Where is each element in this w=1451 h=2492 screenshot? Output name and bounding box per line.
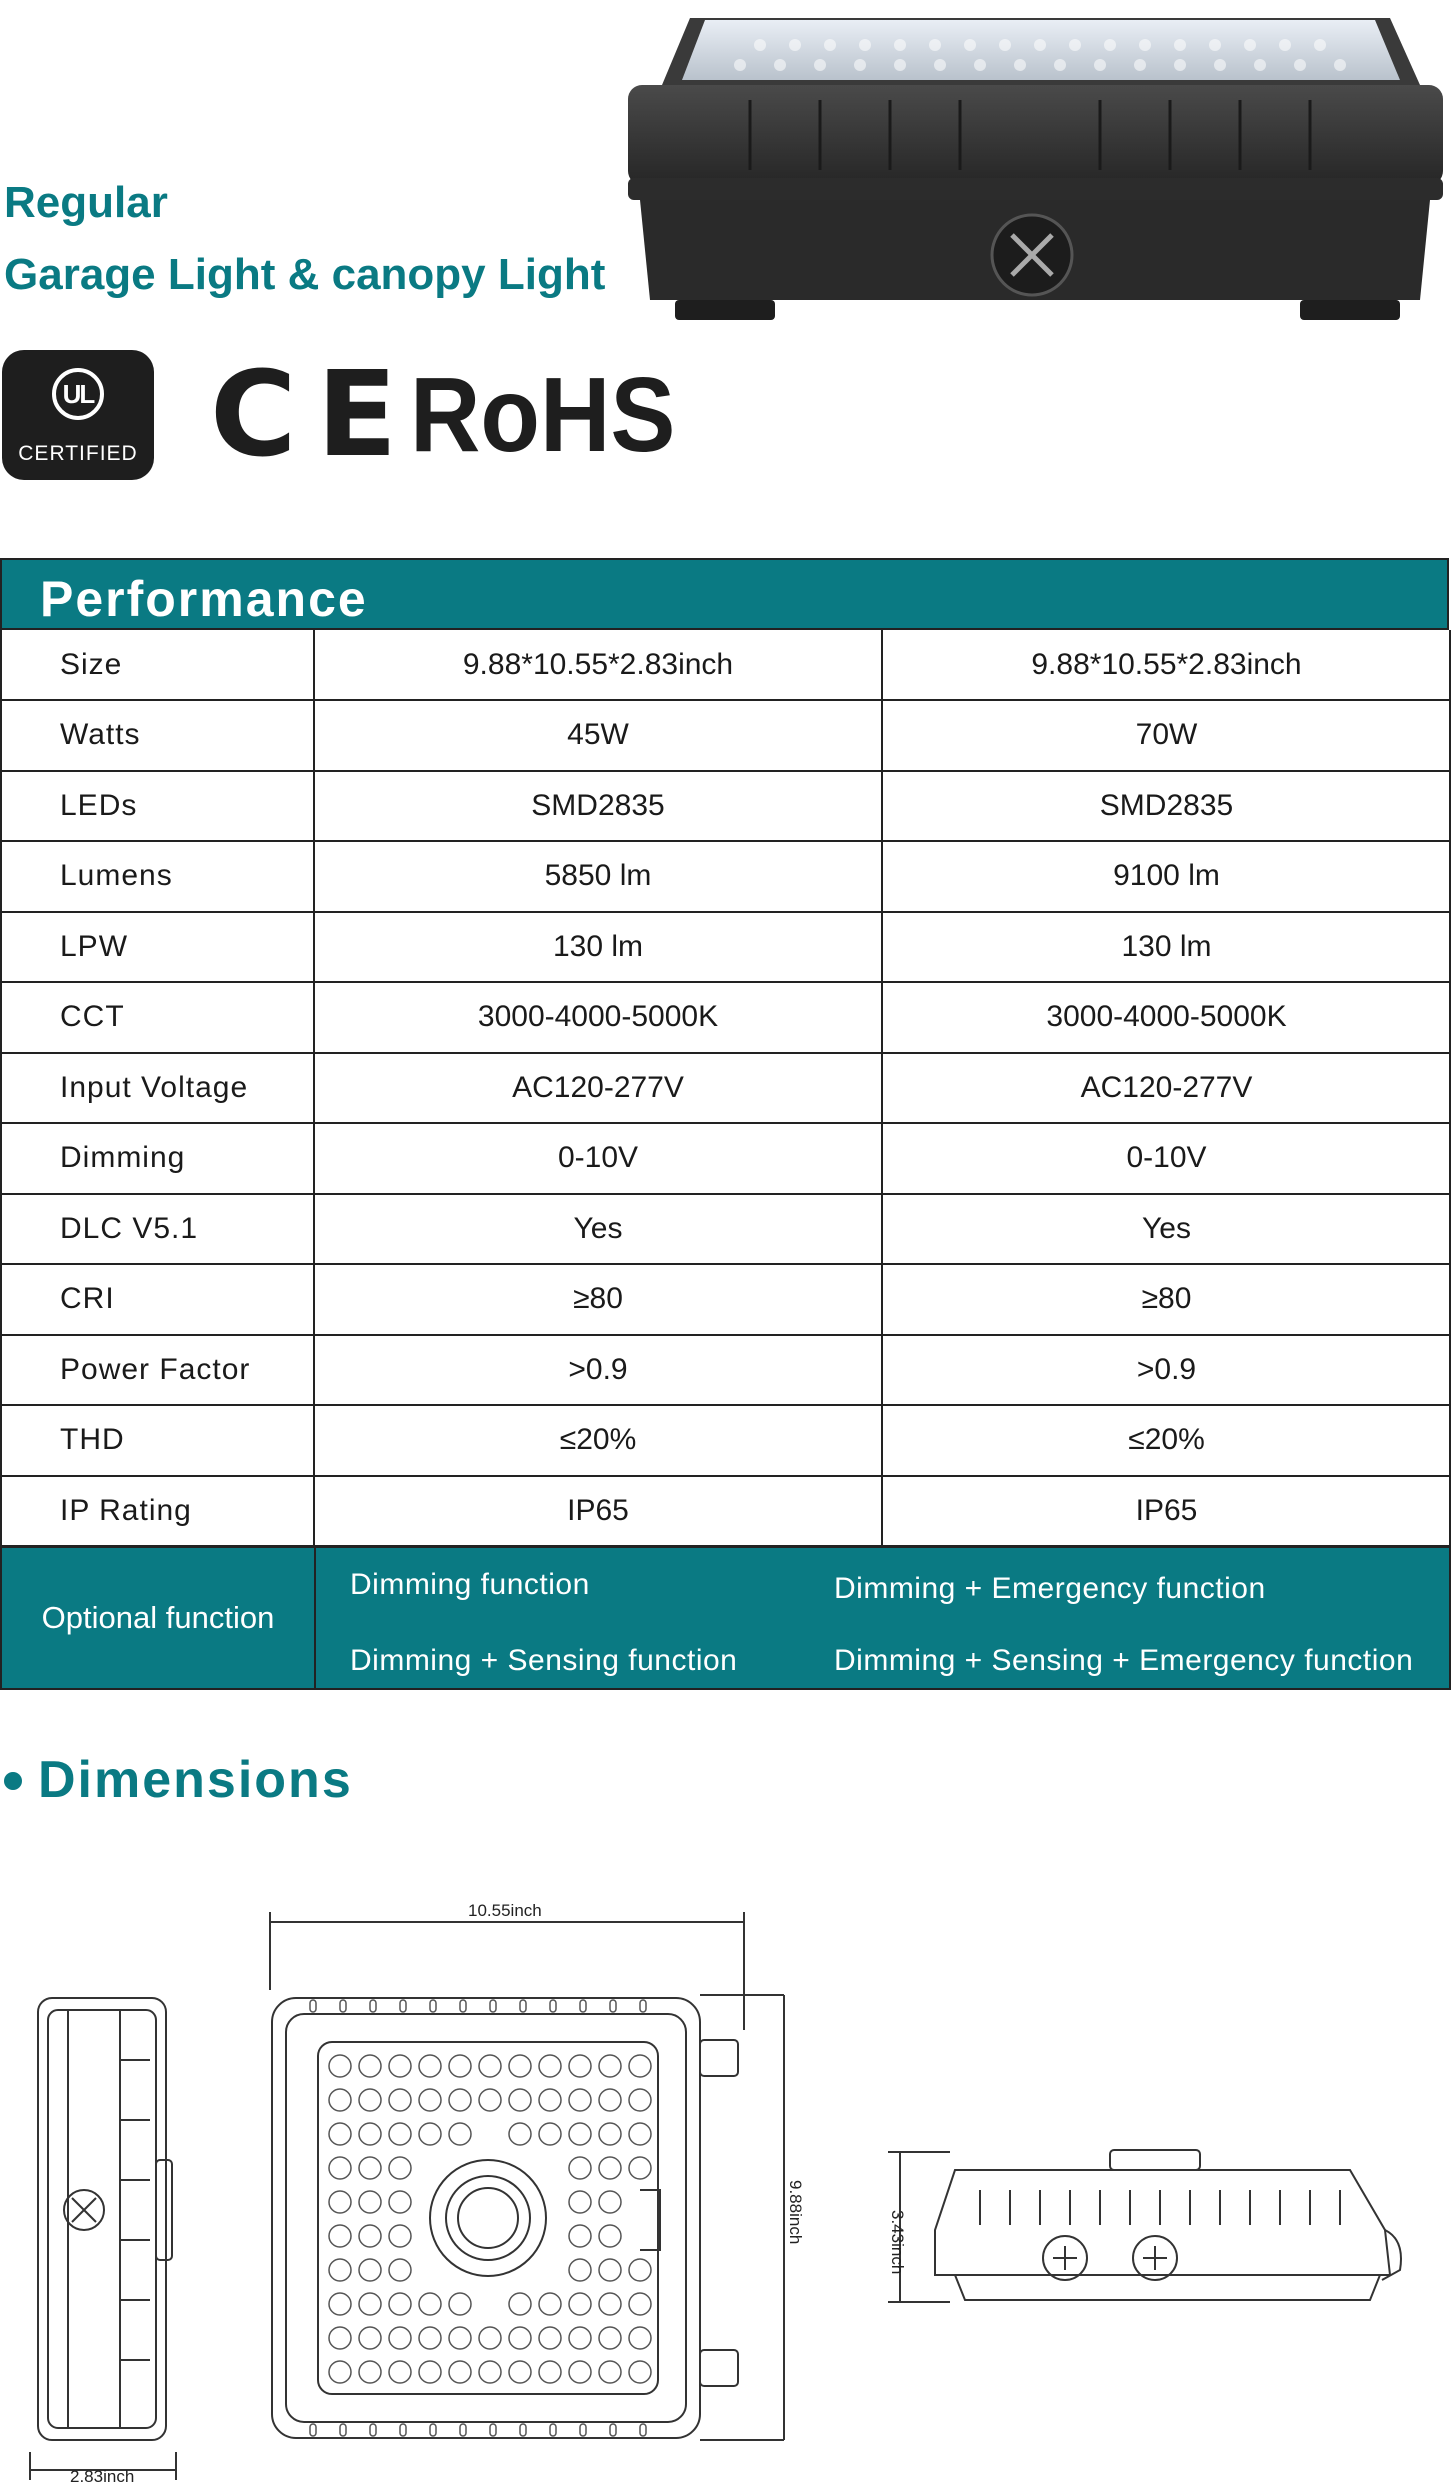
row-value-45w: 130 lm xyxy=(552,929,644,963)
row-value-45w: 0-10V xyxy=(557,1141,639,1174)
row-label: Dimming xyxy=(60,1141,186,1174)
table-row xyxy=(0,1406,1451,1477)
optional-function-label: Optional function xyxy=(2,1548,316,1688)
row-label: LEDs xyxy=(60,788,138,822)
row-label: Size xyxy=(60,647,123,681)
table-row xyxy=(0,1476,1451,1547)
row-value-70w: 0-10V xyxy=(1126,1141,1207,1174)
table-row xyxy=(0,1265,1451,1336)
row-label: DLC V5.1 xyxy=(60,1211,199,1245)
row-value-70w: Yes xyxy=(1142,1211,1191,1245)
row-label: CRI xyxy=(60,1282,115,1315)
row-label: Watts xyxy=(60,718,141,751)
optional-item-dimming-sensing: Dimming + Sensing function xyxy=(350,1644,738,1677)
optional-item-dimming-emergency: Dimming + Emergency function xyxy=(834,1572,1266,1605)
height-dimension-label: 9.88inch xyxy=(786,2180,805,2245)
row-value-45w: 3000-4000-5000K xyxy=(477,1000,719,1033)
table-row xyxy=(0,912,1451,983)
optional-function-row xyxy=(0,1546,1451,1690)
row-value-45w: 9.88*10.55*2.83inch xyxy=(462,647,734,681)
row-value-70w: 130 lm xyxy=(1121,929,1212,963)
led-grid xyxy=(329,2055,651,2383)
product-photo xyxy=(620,0,1451,330)
row-value-45w: IP65 xyxy=(567,1493,629,1527)
optional-item-dimming-sensing-emergency: Dimming + Sensing + Emergency function xyxy=(834,1644,1414,1677)
ul-mark: UL xyxy=(52,368,104,420)
title-line-2: Garage Light & canopy Light xyxy=(4,250,606,299)
row-value-70w: SMD2835 xyxy=(1099,788,1234,822)
table-row xyxy=(0,1124,1451,1195)
side-height-dimension-label: 3.43inch xyxy=(888,2210,907,2275)
rohs-mark: RoHS xyxy=(410,356,676,474)
ul-certified-label: CERTIFIED xyxy=(18,442,138,465)
row-value-45w: AC120-277V xyxy=(512,1070,684,1104)
row-value-70w: IP65 xyxy=(1135,1493,1198,1527)
row-value-70w: 9100 lm xyxy=(1113,859,1220,892)
row-value-45w: 45W xyxy=(567,718,629,751)
table-left-border xyxy=(0,630,2,1546)
performance-table xyxy=(0,558,1451,1690)
row-value-45w: ≤20% xyxy=(559,1423,637,1456)
ce-mark: CE xyxy=(210,345,418,483)
side-view-drawing xyxy=(30,1998,176,2480)
row-label: CCT xyxy=(60,1000,125,1033)
frame-slots xyxy=(310,2000,646,2436)
row-value-45w: ≥80 xyxy=(573,1282,623,1315)
row-label: IP Rating xyxy=(60,1493,192,1527)
row-value-45w: >0.9 xyxy=(568,1352,628,1386)
optional-item-dimming: Dimming function xyxy=(350,1568,590,1601)
row-value-70w: ≤20% xyxy=(1128,1423,1205,1456)
table-row xyxy=(0,1335,1451,1406)
bullet-icon xyxy=(4,1772,22,1790)
width-dimension-label: 10.55inch xyxy=(468,1901,542,1920)
depth-dimension-label: 2.83inch xyxy=(70,2467,135,2486)
dimensions-title: Dimensions xyxy=(38,1751,353,1809)
title-line-1: Regular xyxy=(4,178,168,227)
side-profile-drawing xyxy=(888,2150,1401,2302)
performance-header xyxy=(0,558,1449,630)
performance-title: Performance xyxy=(40,571,368,627)
row-value-70w: 3000-4000-5000K xyxy=(1046,1000,1287,1033)
row-value-70w: ≥80 xyxy=(1141,1282,1192,1315)
table-row xyxy=(0,1194,1451,1265)
row-value-70w: 9.88*10.55*2.83inch xyxy=(1031,647,1302,681)
row-value-45w: 5850 lm xyxy=(544,859,652,892)
row-label: Input Voltage xyxy=(60,1070,249,1104)
row-label: Lumens xyxy=(60,859,173,892)
dimension-drawings xyxy=(0,1880,1451,2492)
table-row xyxy=(0,842,1451,913)
row-value-70w: >0.9 xyxy=(1136,1352,1197,1386)
table-divider-2 xyxy=(881,630,883,1546)
row-value-45w: Yes xyxy=(573,1211,623,1245)
ul-certified-badge xyxy=(2,350,154,480)
table-row xyxy=(0,701,1451,772)
row-label: THD xyxy=(60,1423,125,1456)
row-label: LPW xyxy=(60,929,129,963)
table-row xyxy=(0,630,1451,701)
row-value-45w: SMD2835 xyxy=(531,788,665,822)
row-value-70w: AC120-277V xyxy=(1080,1070,1253,1104)
table-divider-1 xyxy=(313,630,315,1546)
table-row xyxy=(0,983,1451,1054)
row-label: Power Factor xyxy=(60,1352,251,1386)
row-value-70w: 70W xyxy=(1135,718,1198,751)
table-row xyxy=(0,771,1451,842)
table-row xyxy=(0,1053,1451,1124)
